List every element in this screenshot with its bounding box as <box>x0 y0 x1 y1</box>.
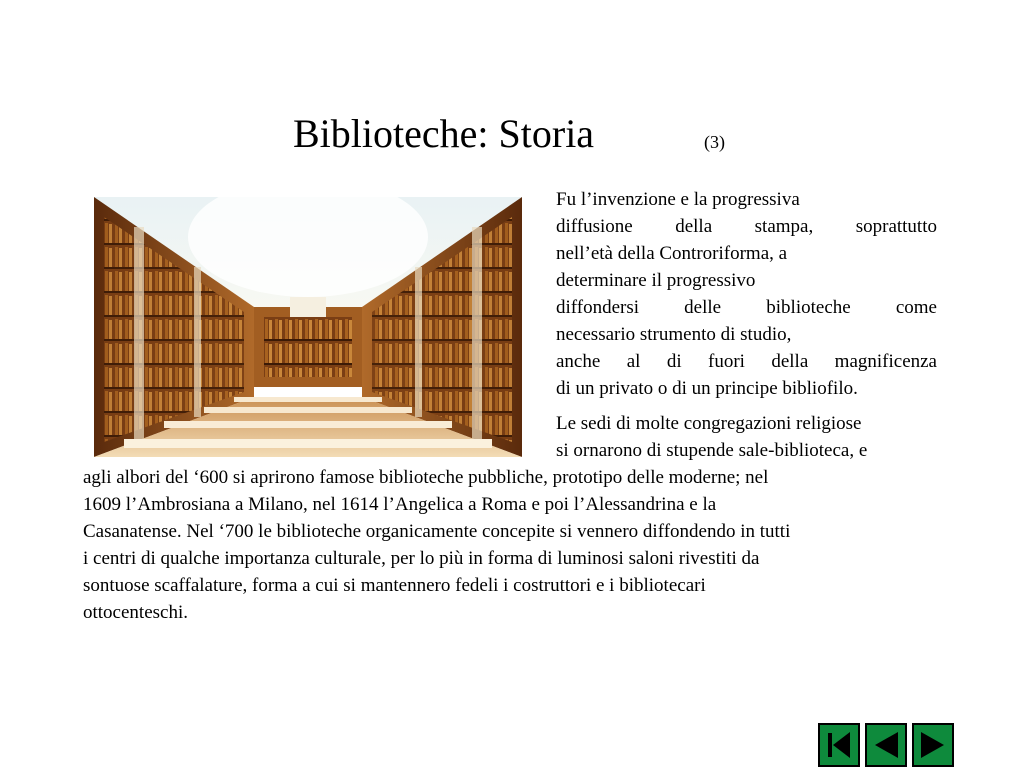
text-line: Casanatense. Nel ‘700 le biblioteche organicamente concepite si vennero diffondendo in tutti <box>83 521 791 542</box>
first-slide-button[interactable] <box>818 723 860 767</box>
text-line: anche al di fuori della magnificenza <box>556 351 937 372</box>
text-line: necessario strumento di studio, <box>556 324 792 345</box>
text-line: si ornarono di stupende sale-biblioteca, e <box>556 440 868 461</box>
first-slide-icon <box>820 725 858 765</box>
slide-navigation <box>818 723 958 769</box>
next-slide-icon <box>914 725 952 765</box>
text-line: Fu l’invenzione e la progressiva <box>556 189 800 210</box>
previous-slide-button[interactable] <box>865 723 907 767</box>
slide-title: Biblioteche: Storia <box>293 111 595 156</box>
slide-number: (3) <box>704 132 725 152</box>
text-line: determinare il progressivo <box>556 270 756 291</box>
paragraph-intro <box>556 186 937 402</box>
text-line: agli albori del ‘600 si aprirono famose biblioteche pubbliche, prototipo delle moderne; nel <box>83 467 769 488</box>
previous-slide-icon <box>867 725 905 765</box>
text-line: diffondersi delle biblioteche come <box>556 297 937 318</box>
text-line: sontuose scaffalature, forma a cui si mantennero fedeli i costruttori e i bibliotecari <box>83 575 706 596</box>
text-line: i centri di qualche importanza culturale, per lo più in forma di luminosi saloni rivestiti da <box>83 548 760 569</box>
text-line: di un privato o di un principe bibliofilo. <box>556 378 858 399</box>
next-slide-button[interactable] <box>912 723 954 767</box>
text-line: 1609 l’Ambrosiana a Milano, nel 1614 l’Angelica a Roma e poi l’Alessandrina e la <box>83 494 717 515</box>
paragraph-history-continued <box>83 464 953 626</box>
text-line: diffusione della stampa, soprattutto <box>556 216 937 237</box>
text-line: nell’età della Controriforma, a <box>556 243 788 264</box>
library-photo <box>94 197 522 457</box>
paragraph-history-start <box>556 410 946 464</box>
text-line: ottocenteschi. <box>83 602 188 623</box>
text-line: Le sedi di molte congregazioni religiose <box>556 413 862 434</box>
